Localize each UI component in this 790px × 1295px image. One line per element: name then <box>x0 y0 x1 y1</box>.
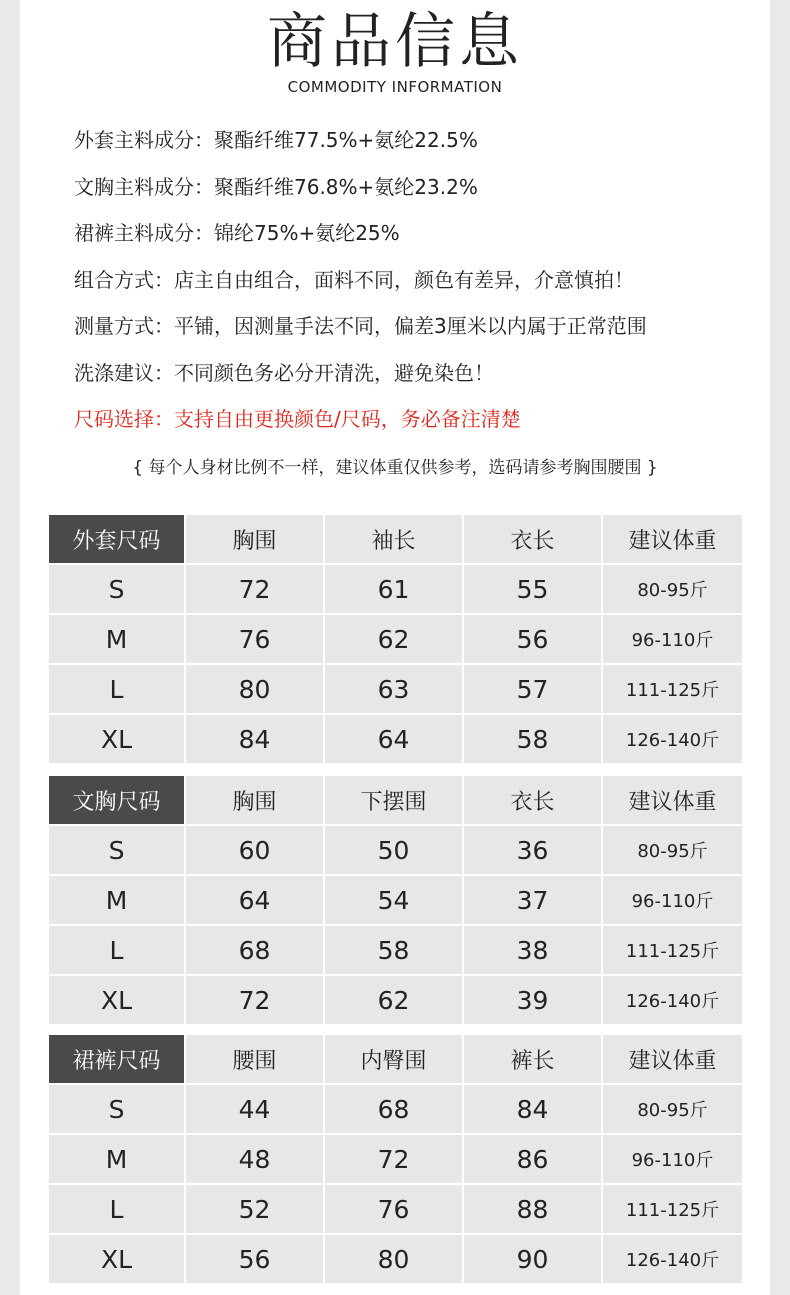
skirt-size-table <box>49 1035 742 1285</box>
table-header-cell: 裤长 <box>464 1035 603 1085</box>
table-header-cell: 袖长 <box>325 515 464 565</box>
info-list <box>74 120 764 446</box>
measure-cell: 56 <box>464 615 603 665</box>
weight-cell: 126-140斤 <box>603 976 742 1026</box>
measure-cell: 76 <box>325 1185 464 1235</box>
table-header-cell: 下摆围 <box>325 776 464 826</box>
measure-cell: 56 <box>186 1235 325 1285</box>
measure-cell: 52 <box>186 1185 325 1235</box>
page-subtitle: COMMODITY INFORMATION <box>287 78 503 96</box>
info-line-washing: 洗涤建议：不同颜色务必分开清洗，避免染色！ <box>74 360 494 385</box>
measure-cell: 72 <box>186 976 325 1026</box>
measure-cell: 50 <box>325 826 464 876</box>
table-header-cell: 建议体重 <box>603 515 742 565</box>
weight-cell: 80-95斤 <box>603 1085 742 1135</box>
table-header-corner: 裙裤尺码 <box>49 1035 186 1085</box>
info-line-size-selection: 尺码选择：支持自由更换颜色/尺码，务必备注清楚 <box>74 407 521 431</box>
measure-cell: 64 <box>325 715 464 765</box>
measure-cell: 37 <box>464 876 603 926</box>
size-cell: S <box>49 1085 186 1135</box>
size-cell: L <box>49 1185 186 1235</box>
weight-cell: 96-110斤 <box>603 1135 742 1185</box>
weight-cell: 80-95斤 <box>603 565 742 615</box>
measure-cell: 62 <box>325 976 464 1026</box>
measure-cell: 58 <box>325 926 464 976</box>
table-header-cell: 建议体重 <box>603 1035 742 1085</box>
size-cell: L <box>49 926 186 976</box>
table-header-cell: 腰围 <box>186 1035 325 1085</box>
weight-cell: 111-125斤 <box>603 926 742 976</box>
size-cell: S <box>49 826 186 876</box>
measure-cell: 57 <box>464 665 603 715</box>
measure-cell: 54 <box>325 876 464 926</box>
size-cell: XL <box>49 976 186 1026</box>
size-cell: XL <box>49 715 186 765</box>
weight-cell: 126-140斤 <box>603 1235 742 1285</box>
info-line-skirt-material: 裙裤主料成分：锦纶75%+氨纶25% <box>74 221 400 245</box>
measure-cell: 68 <box>325 1085 464 1135</box>
measure-cell: 38 <box>464 926 603 976</box>
measure-cell: 39 <box>464 976 603 1026</box>
info-line-bra-material: 文胸主料成分：聚酯纤维76.8%+氨纶23.2% <box>74 174 478 199</box>
measure-cell: 88 <box>464 1185 603 1235</box>
measure-cell: 80 <box>325 1235 464 1285</box>
measure-cell: 84 <box>186 715 325 765</box>
measure-cell: 63 <box>325 665 464 715</box>
info-line-measurement: 测量方式：平铺，因测量手法不同，偏差3厘米以内属于正常范围 <box>74 314 647 338</box>
measure-cell: 36 <box>464 826 603 876</box>
measure-cell: 64 <box>186 876 325 926</box>
info-line-jacket-material: 外套主料成分：聚酯纤维77.5%+氨纶22.5% <box>74 128 478 152</box>
table-header-corner: 外套尺码 <box>49 515 186 565</box>
product-info-page <box>20 0 770 1295</box>
size-cell: M <box>49 615 186 665</box>
table-header-cell: 胸围 <box>186 515 325 565</box>
size-cell: M <box>49 1135 186 1185</box>
measure-cell: 58 <box>464 715 603 765</box>
size-cell: M <box>49 876 186 926</box>
measure-cell: 61 <box>325 565 464 615</box>
weight-cell: 111-125斤 <box>603 665 742 715</box>
measure-cell: 55 <box>464 565 603 615</box>
info-line-combination: 组合方式：店主自由组合，面料不同，颜色有差异，介意慎拍！ <box>74 267 634 292</box>
weight-cell: 111-125斤 <box>603 1185 742 1235</box>
measure-cell: 62 <box>325 615 464 665</box>
table-header-cell: 衣长 <box>464 515 603 565</box>
jacket-size-table <box>49 515 742 765</box>
size-note: { 每个人身材比例不一样，建议体重仅供参考，选码请参考胸围腰围 } <box>132 458 658 478</box>
measure-cell: 76 <box>186 615 325 665</box>
measure-cell: 44 <box>186 1085 325 1135</box>
measure-cell: 72 <box>325 1135 464 1185</box>
weight-cell: 126-140斤 <box>603 715 742 765</box>
measure-cell: 90 <box>464 1235 603 1285</box>
table-header-cell: 内臀围 <box>325 1035 464 1085</box>
measure-cell: 86 <box>464 1135 603 1185</box>
table-header-cell: 建议体重 <box>603 776 742 826</box>
table-header-cell: 胸围 <box>186 776 325 826</box>
measure-cell: 68 <box>186 926 325 976</box>
table-header-cell: 衣长 <box>464 776 603 826</box>
size-cell: S <box>49 565 186 615</box>
measure-cell: 72 <box>186 565 325 615</box>
weight-cell: 80-95斤 <box>603 826 742 876</box>
weight-cell: 96-110斤 <box>603 876 742 926</box>
measure-cell: 84 <box>464 1085 603 1135</box>
bra-size-table <box>49 776 742 1026</box>
measure-cell: 60 <box>186 826 325 876</box>
table-header-corner: 文胸尺码 <box>49 776 186 826</box>
page-title: 商品信息 <box>267 7 523 77</box>
measure-cell: 48 <box>186 1135 325 1185</box>
size-cell: XL <box>49 1235 186 1285</box>
weight-cell: 96-110斤 <box>603 615 742 665</box>
size-cell: L <box>49 665 186 715</box>
measure-cell: 80 <box>186 665 325 715</box>
